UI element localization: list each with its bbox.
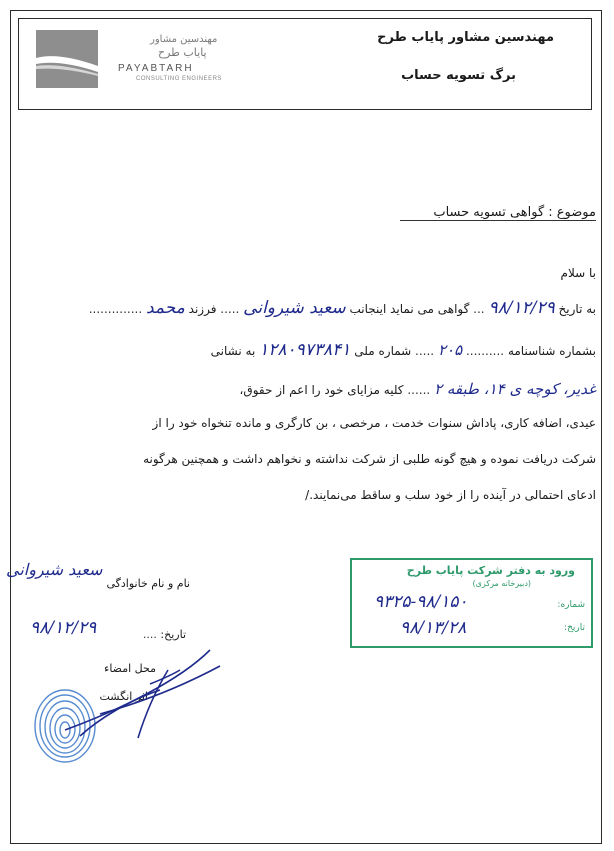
dotted-leader: ......	[407, 383, 431, 397]
date-label-text: تاریخ:	[160, 628, 186, 641]
stamp-date-label: تاریخ:	[564, 623, 585, 633]
handwritten-national-id: ۱۲۸۰۹۷۳۸۴۱	[259, 340, 351, 360]
signature-icon	[60, 640, 230, 740]
registry-stamp	[350, 558, 593, 648]
dotted-leader: ..............	[88, 302, 143, 316]
dotted-leader: ..........	[465, 344, 505, 358]
form-title: برگ تسویه حساب	[401, 68, 516, 83]
certify-text: گواهی می نماید اینجانب	[349, 302, 470, 316]
dotted-leader: .....	[220, 302, 240, 316]
id-label: بشماره شناسنامه	[507, 344, 596, 358]
stamp-date: ۹۸/۱۳/۲۸	[400, 618, 467, 638]
handwritten-signoff-date: ۹۸/۱۲/۲۹	[30, 618, 97, 638]
benefits-text: کلیه مزایای خود را اعم از حقوق،	[239, 383, 404, 397]
name-label: نام و نام خانوادگی	[106, 577, 190, 590]
dotted-leader: ...	[473, 302, 485, 316]
logo-text-fa-small: مهندسین مشاور	[150, 34, 218, 45]
stamp-title: ورود به دفتر شرکت پایاب طرح	[406, 564, 575, 577]
handwritten-address: غدیر، کوچه ی ۱۴، طبقه ۲	[434, 380, 596, 398]
logo-text-fa: پایاب طرح	[158, 46, 207, 59]
logo-text-en: PAYABTARH	[118, 63, 194, 74]
stamp-number: ۹۳۲۵-۹۸/۱۵۰	[374, 592, 468, 612]
handwritten-id: ۲۰۵	[437, 341, 463, 359]
subject-underline	[400, 220, 596, 221]
subject-line: موضوع : گواهی تسویه حساب	[433, 205, 596, 220]
dotted-leader: ....	[142, 628, 157, 641]
handwritten-father: محمد	[145, 298, 185, 318]
company-name: مهندسین مشاور پایاب طرح	[377, 30, 554, 45]
body-line-4: عیدی، اضافه کاری، پاداش سنوات خدمت ، مرخصی ، بن کارگری و مانده تنخواه خود را از	[152, 416, 596, 430]
greeting: با سلام	[560, 266, 596, 280]
handwritten-date: ۹۸/۱۲/۲۹	[488, 298, 555, 318]
body-line-3	[240, 380, 596, 398]
son-of-label: فرزند	[188, 302, 217, 316]
fingerprint-label: اثر انگشت	[99, 690, 148, 703]
date-prefix: به تاریخ	[558, 302, 596, 316]
logo-text-en-sub: CONSULTING ENGINEERS	[136, 76, 222, 82]
stamp-number-label: شماره:	[557, 600, 585, 610]
address-label: به نشانی	[210, 344, 256, 358]
body-line-2	[211, 340, 596, 360]
logo-mark-icon	[36, 30, 98, 88]
dotted-leader: .....	[415, 344, 435, 358]
national-id-label: شماره ملی	[354, 344, 412, 358]
handwritten-signer-name: سعید شیروانی	[6, 560, 103, 579]
stamp-subtitle: (دبیرخانه مرکزی)	[472, 579, 531, 588]
body-line-6: ادعای احتمالی در آینده را از خود سلب و ساقط می‌نمایند./	[305, 488, 596, 502]
signature-label: محل امضاء	[104, 662, 156, 675]
body-line-5: شرکت دریافت نموده و هیچ گونه طلبی از شرکت نداشته و نخواهم داشت و همچنین هرگونه	[143, 452, 596, 466]
handwritten-name: سعید شیروانی	[243, 298, 346, 318]
company-logo	[36, 30, 98, 88]
body-line-1	[89, 298, 596, 318]
